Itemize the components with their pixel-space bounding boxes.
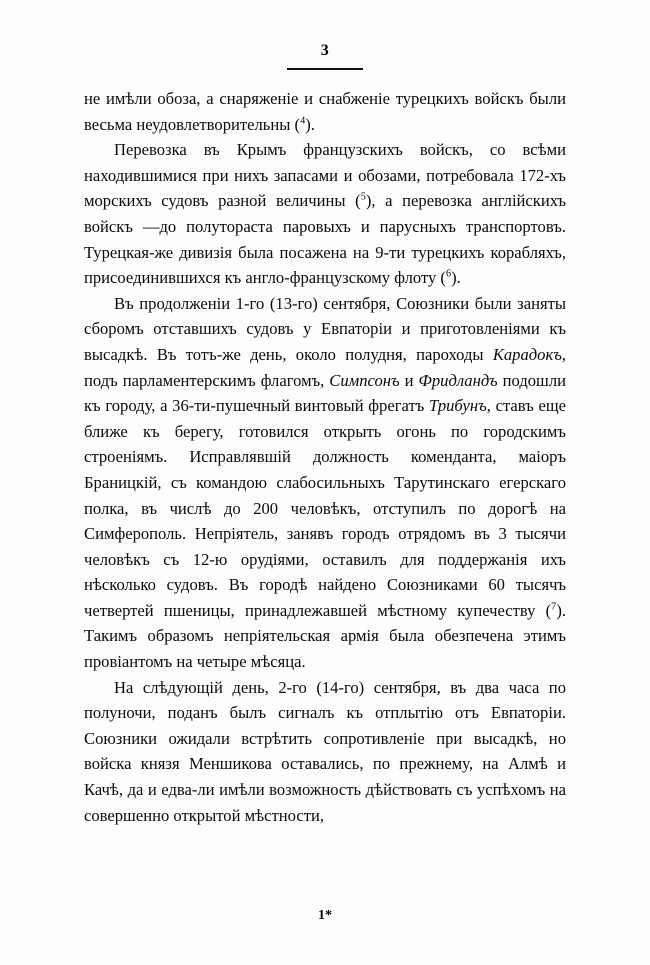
- signature-mark: 1*: [318, 908, 332, 923]
- footnote-ref-4: 4: [300, 115, 306, 127]
- ship-name-karadok: Карадокъ: [492, 344, 562, 364]
- page-body: [84, 86, 566, 828]
- paragraph-1: не имѣли обоза, а снаряженіе и снабженіе турецкихъ войскъ были весьма неудовлетворительны ($^4$).: [84, 89, 566, 134]
- footnote-ref-6: 6: [445, 268, 452, 280]
- paragraph-4: На слѣдующій день, 2-го (14-го) сентября, въ два часа по полуночи, поданъ былъ сигналъ къ отплытію отъ Евпаторіи. Союзники ожидали встрѣтить сопротивленіе при высадкѣ, но войска князя Меншикова оставались, по прежнему, на Алмѣ и Качѣ, да и едва-ли имѣли возможность дѣйствовать съ успѣхомъ на совершенно открытой мѣстности,: [84, 677, 566, 825]
- paragraph-2: Перевозка въ Крымъ французскихъ войскъ, со всѣми находившимися при нихъ запасами и обозами, потребовала 172-хъ морскихъ судовъ разной величины ($^5$), а перевозка англійскихъ войскъ —до полутораста паровыхъ и парусныхъ транспортовъ. Турецкая-же дивизія была посажена на 9-ти турецкихъ корабляхъ, присоединившихся къ англо-французскому флоту ($^6$).: [84, 140, 566, 288]
- header-rule: [287, 68, 363, 70]
- ship-name-fridland: Фридландъ: [418, 370, 498, 390]
- page-number: 3: [320, 42, 330, 59]
- paragraph-3: Въ продолженіи 1-го (13-го) сентября, Союзники были заняты сборомъ отставшихъ судовъ у Евпаторіи и приготовленіями къ высадкѣ. Въ тотъ-же день, около полудня, пароходы Карадокъ, подъ парламентерскимъ флагомъ, Симпсонъ и Фридландъ подошли къ городу, а 36-ти-пушечный винтовый фрегатъ Трибунъ, ставъ еще ближе къ берегу, готовился открыть огонь по городскимъ строеніямъ. Исправлявшій должность коменданта, маіоръ Браницкій, съ командою слабосильныхъ Тарутинскаго егерскаго полка, въ числѣ до 200 человѣкъ, отступилъ по дорогѣ на Симферополь. Непріятель, занявъ городъ отрядомъ въ 3 тысячи человѣкъ съ 12-ю орудіями, оставилъ для поддержанія ихъ нѣсколько судовъ. Въ городѣ найдено Союзниками 60 тысячъ четвертей пшеницы, принадлежавшей мѣстному купечеству ($^7$). Такимъ образомъ непріятельская армія была обезпечена этимъ провіантомъ на четыре мѣсяца.: [84, 293, 567, 672]
- ship-name-tribune: Трибунъ: [429, 396, 487, 416]
- ship-name-simpson: Симпсонъ: [329, 370, 400, 390]
- footnote-ref-7: 7: [551, 601, 557, 613]
- footnote-ref-5: 5: [360, 191, 366, 203]
